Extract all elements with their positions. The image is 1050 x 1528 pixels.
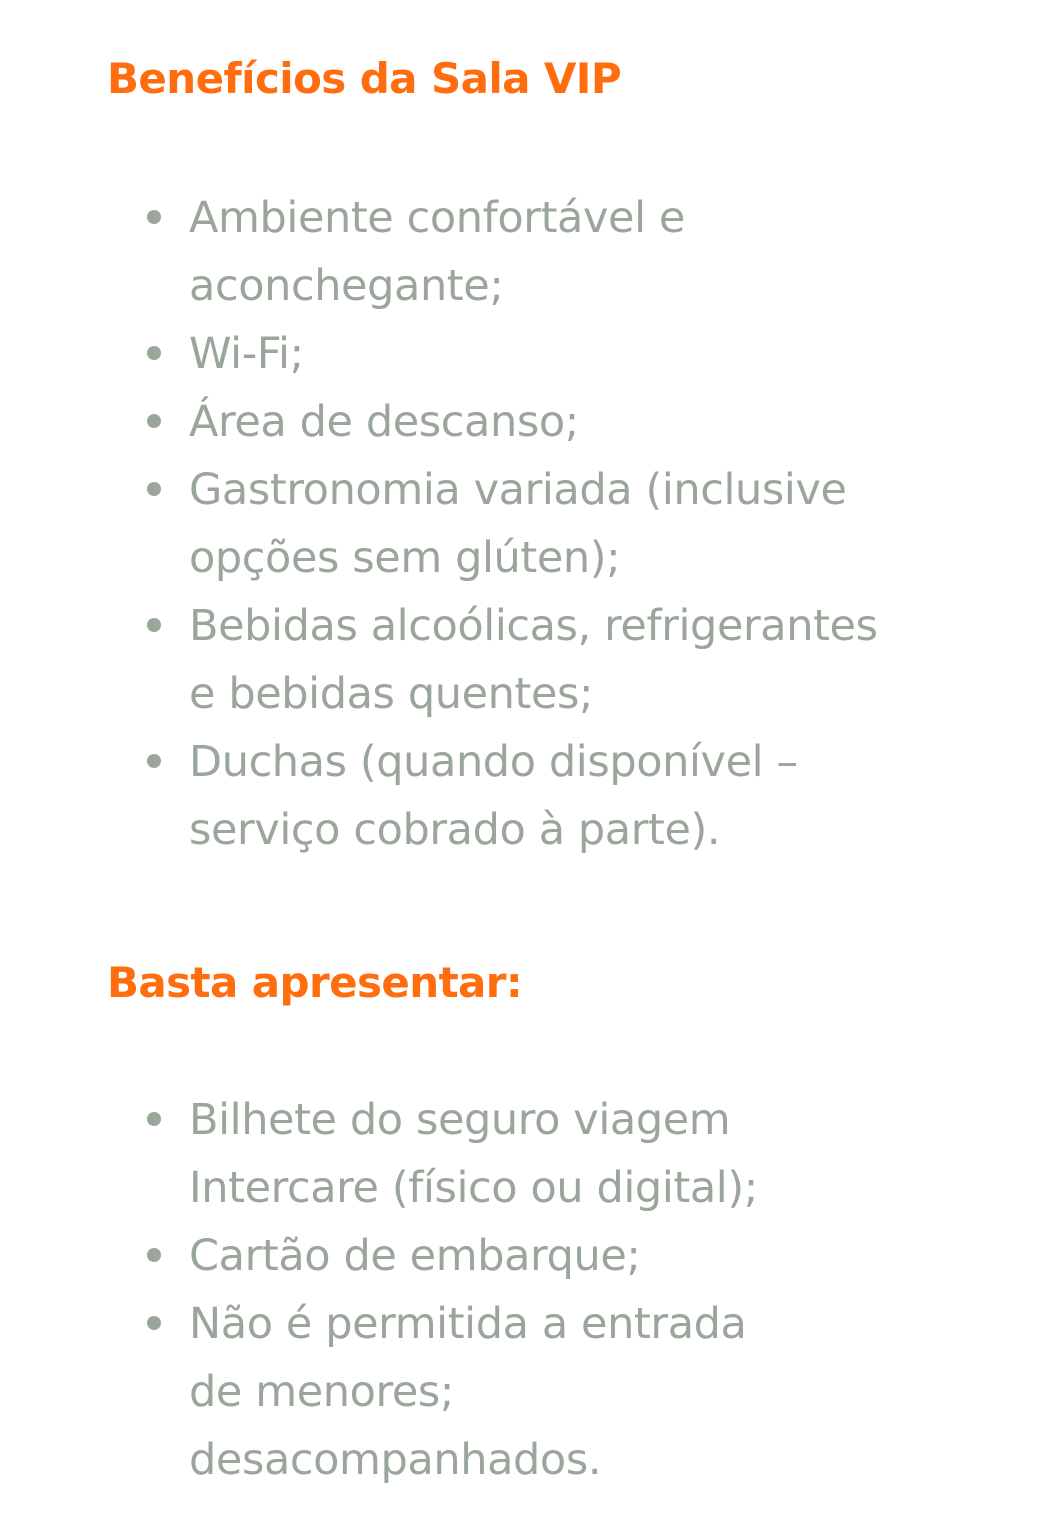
list-item-line: Não é permitida a entrada — [189, 1299, 747, 1349]
bullet-icon — [147, 1248, 161, 1262]
bullet-icon — [147, 618, 161, 632]
list-item — [145, 592, 965, 728]
bullet-icon — [147, 210, 161, 224]
benefits-list — [145, 184, 965, 864]
list-item-line: Ambiente confortável e — [189, 193, 685, 243]
bullet-icon — [147, 1316, 161, 1330]
list-item-line: Duchas (quando disponível – — [189, 737, 798, 787]
list-item-line: Área de descanso; — [189, 397, 579, 447]
list-item — [145, 728, 965, 864]
bullet-icon — [147, 414, 161, 428]
requirements-list — [145, 1086, 965, 1494]
benefits-title: Benefícios da Sala VIP — [107, 54, 622, 103]
list-item-line: aconchegante; — [189, 261, 504, 311]
bullet-icon — [147, 346, 161, 360]
list-item-line: Bilhete do seguro viagem — [189, 1095, 731, 1145]
requirements-title: Basta apresentar: — [107, 958, 523, 1007]
list-item-line: opções sem glúten); — [189, 533, 621, 583]
list-item — [145, 1086, 965, 1222]
list-item — [145, 320, 965, 388]
list-item — [145, 184, 965, 320]
list-item-line: Intercare (físico ou digital); — [189, 1163, 758, 1213]
list-item — [145, 1290, 965, 1494]
list-item-line: Gastronomia variada (inclusive — [189, 465, 847, 515]
list-item-line: desacompanhados. — [189, 1435, 602, 1485]
bullet-icon — [147, 482, 161, 496]
list-item-line: Cartão de embarque; — [189, 1231, 641, 1281]
list-item-line: de menores; — [189, 1367, 455, 1417]
bullet-icon — [147, 1112, 161, 1126]
list-item-line: e bebidas quentes; — [189, 669, 594, 719]
list-item — [145, 388, 965, 456]
list-item-line: Wi-Fi; — [189, 329, 304, 379]
bullet-icon — [147, 754, 161, 768]
list-item-line: serviço cobrado à parte). — [189, 805, 721, 855]
list-item — [145, 1222, 965, 1290]
list-item — [145, 456, 965, 592]
list-item-line: Bebidas alcoólicas, refrigerantes — [189, 601, 878, 651]
